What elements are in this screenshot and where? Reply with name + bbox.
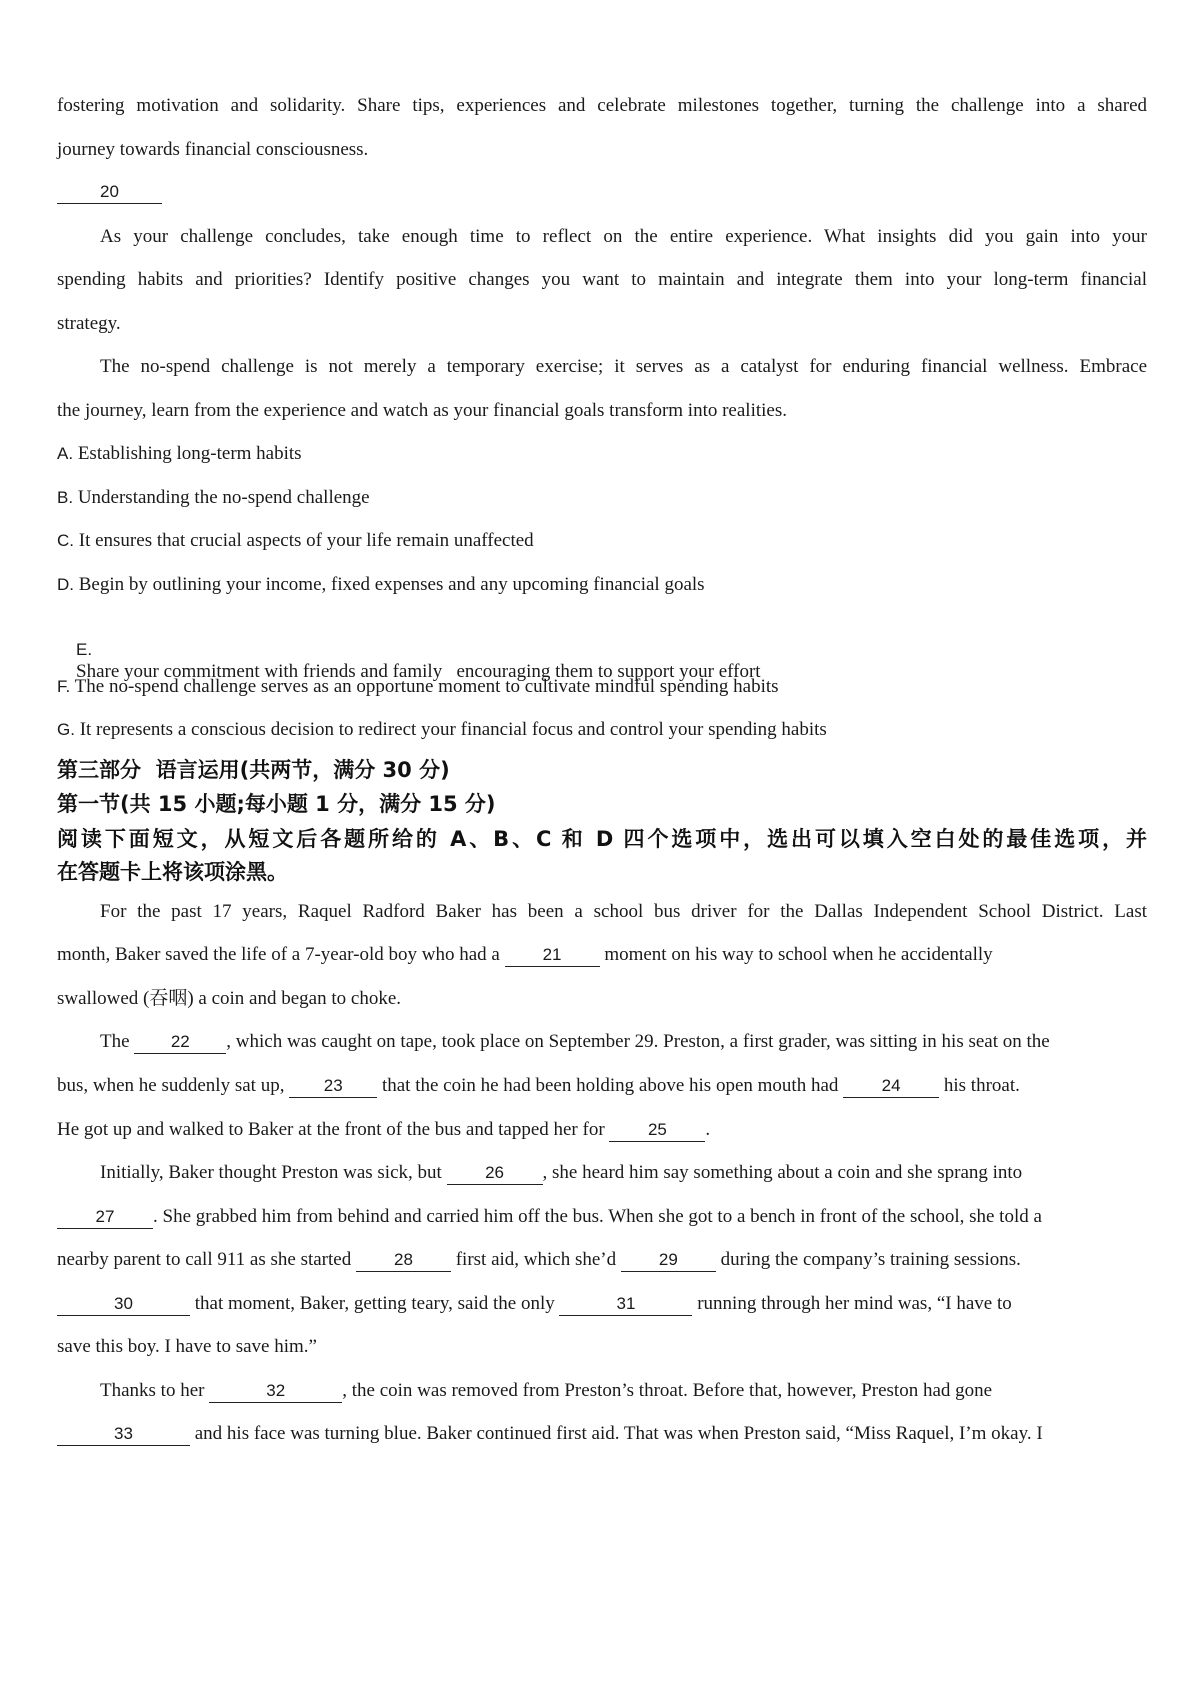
- subsection-title: 第一节(共 15 小题;每小题 1 分，满分 15 分): [57, 792, 496, 816]
- option-text: It ensures that crucial aspects of your life remain unaffected: [78, 530, 534, 551]
- blank-20: 20: [57, 182, 162, 204]
- option-g: [57, 719, 1147, 741]
- paragraph-line: the journey, learn from the experience and watch as your financial goals transform into realities.: [57, 400, 787, 421]
- blank-29: 29: [621, 1250, 716, 1272]
- paragraph-line: [100, 1031, 1147, 1054]
- paragraph-line: [57, 1119, 1147, 1142]
- text-segment: and his face was turning blue. Baker continued first aid. That was when Preston said, “Miss Raquel, I’m okay. I: [194, 1423, 1043, 1444]
- text-segment: month, Baker saved the life of a 7-year-old boy who had a: [57, 944, 500, 965]
- paragraph-line: [57, 1075, 1147, 1098]
- paragraph-line: [57, 944, 1147, 967]
- option-c: [57, 530, 1147, 552]
- option-text: It represents a conscious decision to redirect your financial focus and control your spending habits: [79, 719, 827, 740]
- text-segment: running through her mind was, “I have to: [697, 1293, 1012, 1314]
- text-segment: Thanks to her: [100, 1380, 205, 1401]
- option-text: The no-spend challenge serves as an opportune moment to cultivate mindful spending habits: [74, 676, 779, 697]
- text-segment: his throat.: [943, 1075, 1020, 1096]
- instructions-line: 阅读下面短文，从短文后各题所给的 A、B、C 和 D 四个选项中，选出可以填入空白处的最佳选项，并: [57, 827, 1147, 851]
- paragraph-line: [57, 1423, 1147, 1446]
- section-title: 第三部分 语言运用(共两节，满分 30 分): [57, 758, 450, 782]
- blank-30: 30: [57, 1294, 190, 1316]
- text-segment: , she heard him say something about a coin and she sprang into: [542, 1162, 1023, 1183]
- option-f: [57, 676, 1147, 698]
- paragraph-line: [100, 1380, 1147, 1403]
- paragraph-line: As your challenge concludes, take enough time to reflect on the entire experience. What insights did you gain into your: [100, 226, 1147, 247]
- blank-22: 22: [134, 1032, 226, 1054]
- paragraph-line: strategy.: [57, 313, 121, 334]
- blank-31: 31: [559, 1294, 692, 1316]
- blank-23: 23: [289, 1076, 377, 1098]
- option-letter: E.: [76, 640, 93, 659]
- blank-24: 24: [843, 1076, 939, 1098]
- text-segment: The: [100, 1031, 130, 1052]
- text-segment: He got up and walked to Baker at the front of the bus and tapped her for: [57, 1119, 605, 1140]
- option-letter: D.: [57, 575, 74, 594]
- paragraph-line: fostering motivation and solidarity. Share tips, experiences and celebrate milestones together, turning the challenge into a shared: [57, 95, 1147, 116]
- text-segment: , the coin was removed from Preston’s throat. Before that, however, Preston had gone: [342, 1380, 993, 1401]
- blank-32: 32: [209, 1381, 342, 1403]
- paragraph-line: swallowed (吞咽) a coin and began to choke.: [57, 988, 402, 1009]
- paragraph-line: save this boy. I have to save him.”: [57, 1336, 317, 1357]
- blank-33: 33: [57, 1424, 190, 1446]
- text-segment: first aid, which she’d: [455, 1249, 617, 1270]
- blank-27: 27: [57, 1207, 153, 1229]
- paragraph-line: [57, 1293, 1147, 1316]
- option-text: Understanding the no-spend challenge: [77, 487, 370, 508]
- option-letter: G.: [57, 720, 75, 739]
- blank-21: 21: [505, 945, 600, 967]
- text-segment: nearby parent to call 911 as she started: [57, 1249, 352, 1270]
- text-segment: moment on his way to school when he accidentally: [604, 944, 993, 965]
- option-letter: F.: [57, 677, 71, 696]
- text-segment: .: [705, 1119, 711, 1140]
- text-segment: . She grabbed him from behind and carried him off the bus. When she got to a bench in front of the school, she told a: [153, 1206, 1042, 1227]
- instructions-line: 在答题卡上将该项涂黑。: [57, 860, 288, 884]
- paragraph-line: [57, 1249, 1147, 1272]
- option-letter: A.: [57, 444, 74, 463]
- text-segment: that moment, Baker, getting teary, said the only: [194, 1293, 555, 1314]
- blank-26: 26: [447, 1163, 543, 1185]
- option-text: Establishing long-term habits: [77, 443, 302, 464]
- option-a: [57, 443, 1147, 465]
- option-text: Share your commitment with friends and family encouraging them to support your effort: [76, 661, 761, 682]
- option-text: Begin by outlining your income, fixed expenses and any upcoming financial goals: [78, 574, 705, 595]
- paragraph-line: [100, 1162, 1147, 1185]
- option-b: [57, 487, 1147, 509]
- option-letter: C.: [57, 531, 74, 550]
- blank-line: [57, 181, 1147, 204]
- paragraph-line: For the past 17 years, Raquel Radford Baker has been a school bus driver for the Dallas Independent School District. Last: [100, 901, 1147, 922]
- text-segment: bus, when he suddenly sat up,: [57, 1075, 285, 1096]
- text-segment: that the coin he had been holding above his open mouth had: [381, 1075, 839, 1096]
- paragraph-line: journey towards financial consciousness.: [57, 139, 369, 160]
- option-d: [57, 574, 1147, 596]
- paragraph-line: The no-spend challenge is not merely a temporary exercise; it serves as a catalyst for enduring financial wellness. Embrace: [100, 356, 1147, 377]
- text-segment: , which was caught on tape, took place on September 29. Preston, a first grader, was sitting in his seat on the: [226, 1031, 1050, 1052]
- paragraph-line: spending habits and priorities? Identify positive changes you want to maintain and integrate them into your long-term financial: [57, 269, 1147, 290]
- text-segment: during the company’s training sessions.: [720, 1249, 1021, 1270]
- paragraph-line: [57, 1206, 1147, 1229]
- text-segment: Initially, Baker thought Preston was sick, but: [100, 1162, 442, 1183]
- blank-25: 25: [609, 1120, 705, 1142]
- option-letter: B.: [57, 488, 74, 507]
- blank-28: 28: [356, 1250, 451, 1272]
